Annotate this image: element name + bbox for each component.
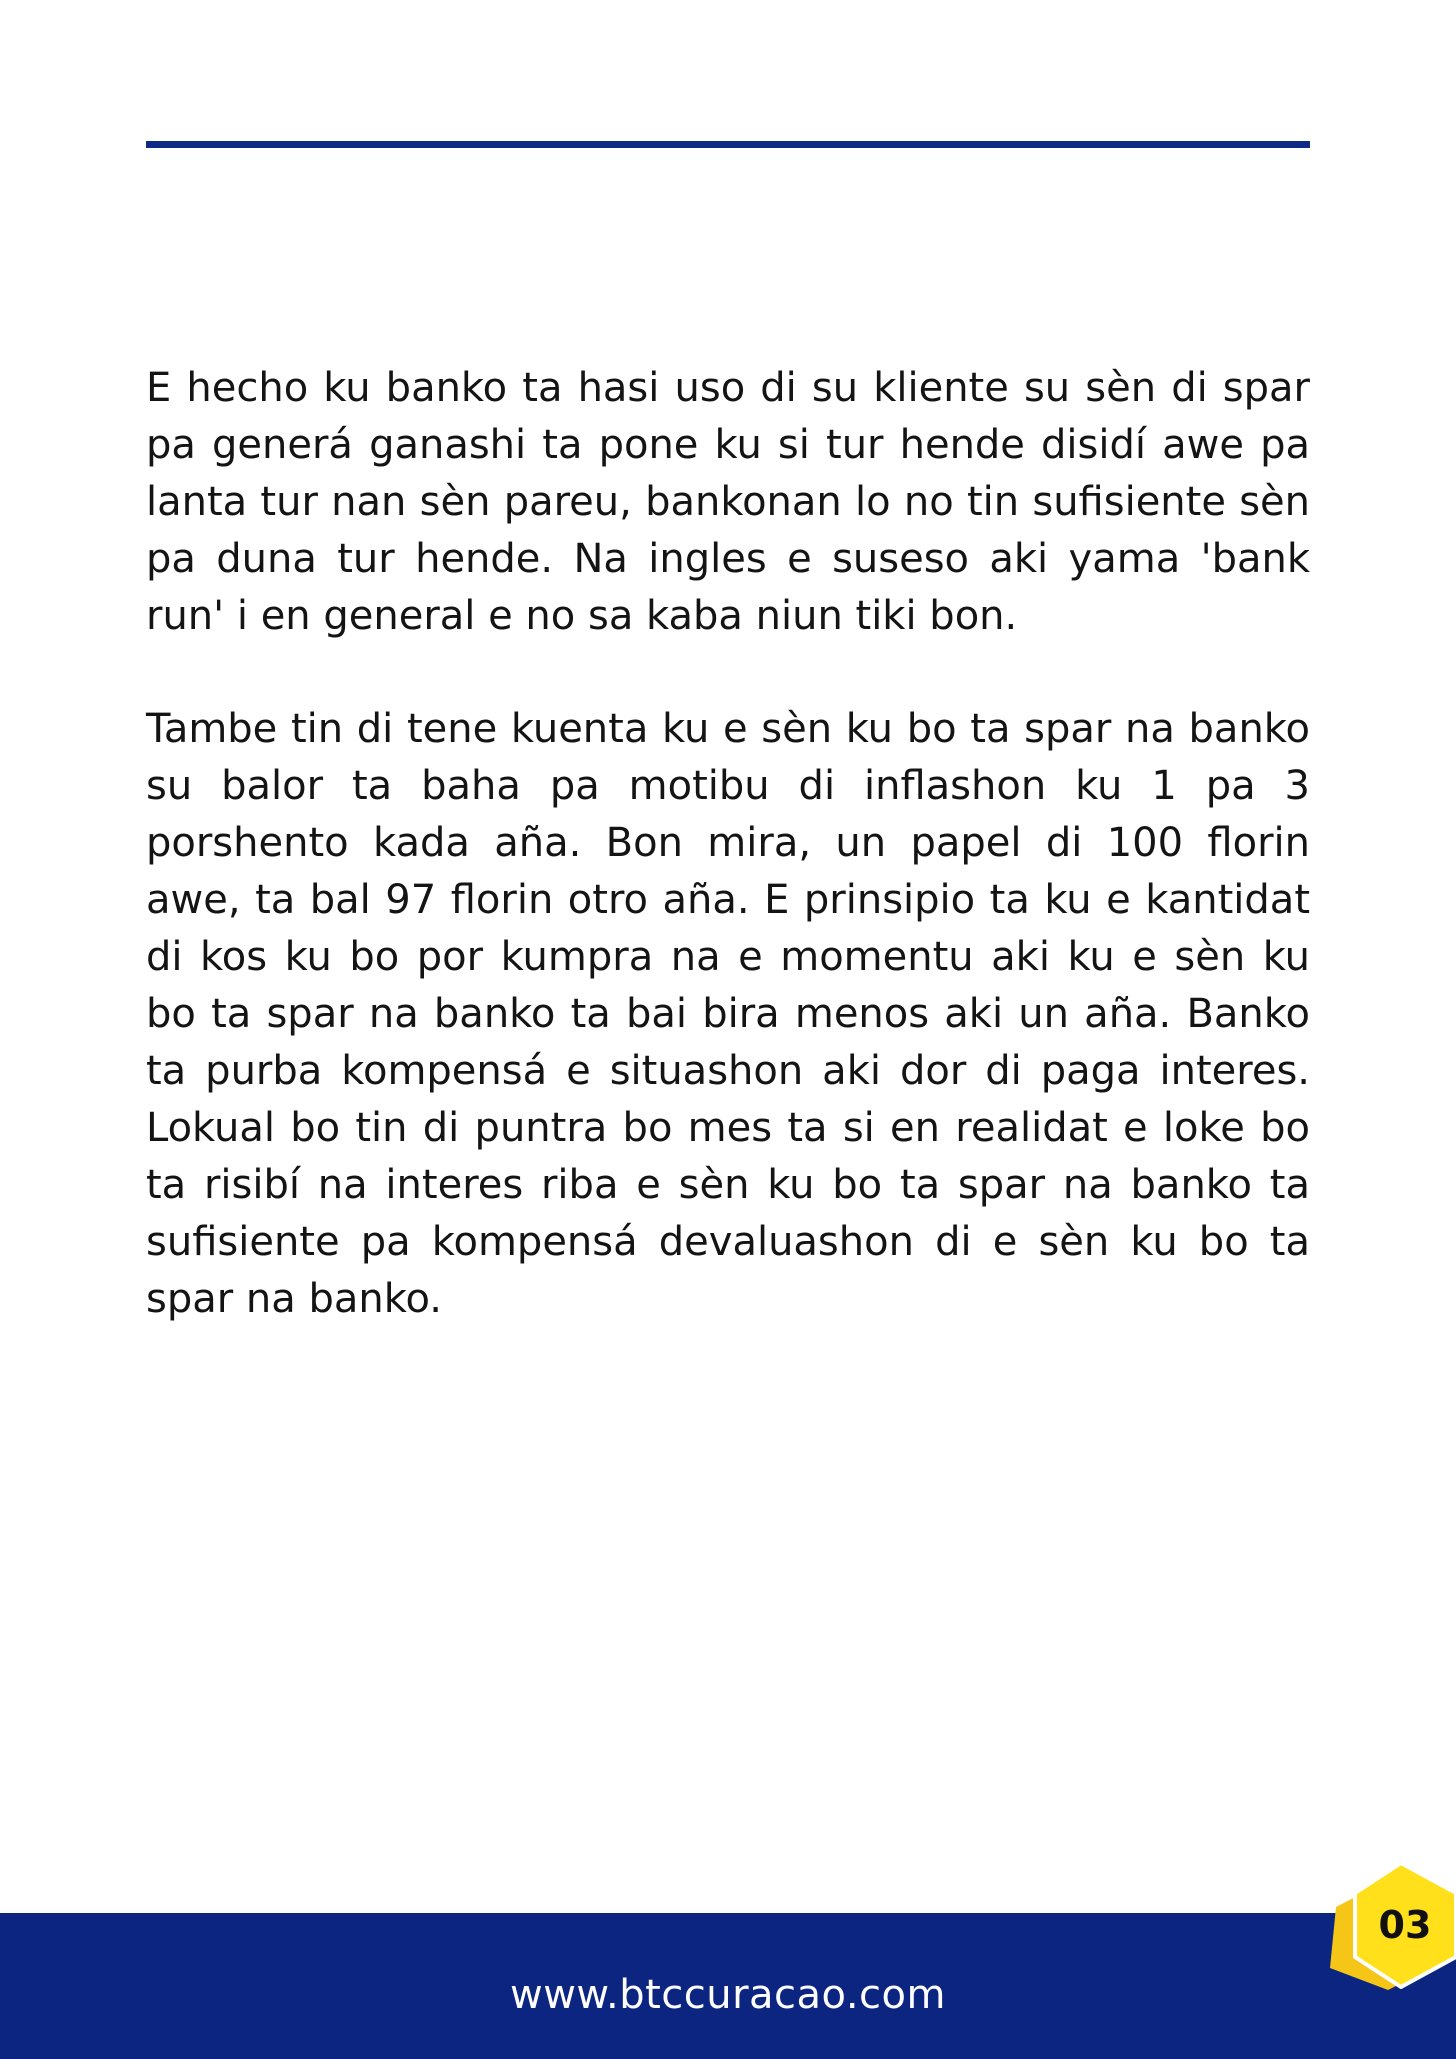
paragraph-inflation: Tambe tin di tene kuenta ku e sèn ku bo ta spar na banko su balor ta baha pa motibu di inflashon ku 1 pa 3 porshento kada aña. Bon mira, un papel di 100 florin awe, ta bal 97 florin otro aña. E prinsipio ta ku e kantidat di kos ku bo por kumpra na e momentu aki ku e sèn ku bo ta spar na banko ta bai bira menos aki un aña. Banko ta purba kompensá e situashon aki dor di paga interes. Lokual bo tin di puntra bo mes ta si en realidat e loke bo ta risibí na interes riba e sèn ku bo ta spar na banko ta sufisiente pa kompensá devaluashon di e sèn ku bo ta spar na banko. [146,706,1310,1322]
website-url: www.btccuracao.com [510,1972,946,2018]
page-footer [0,1913,1456,2059]
header-divider [146,141,1310,148]
page-number: 03 [1378,1903,1432,1947]
body-text [146,360,1310,1328]
paragraph-bank-run: E hecho ku banko ta hasi uso di su kliente su sèn di spar pa generá ganashi ta pone ku si tur hende disidí awe pa lanta tur nan sèn pareu, bankonan lo no tin sufisiente sèn pa duna tur hende. Na ingles e suseso aki yama 'bank run' i en general e no sa kaba niun tiki bon. [146,365,1310,639]
